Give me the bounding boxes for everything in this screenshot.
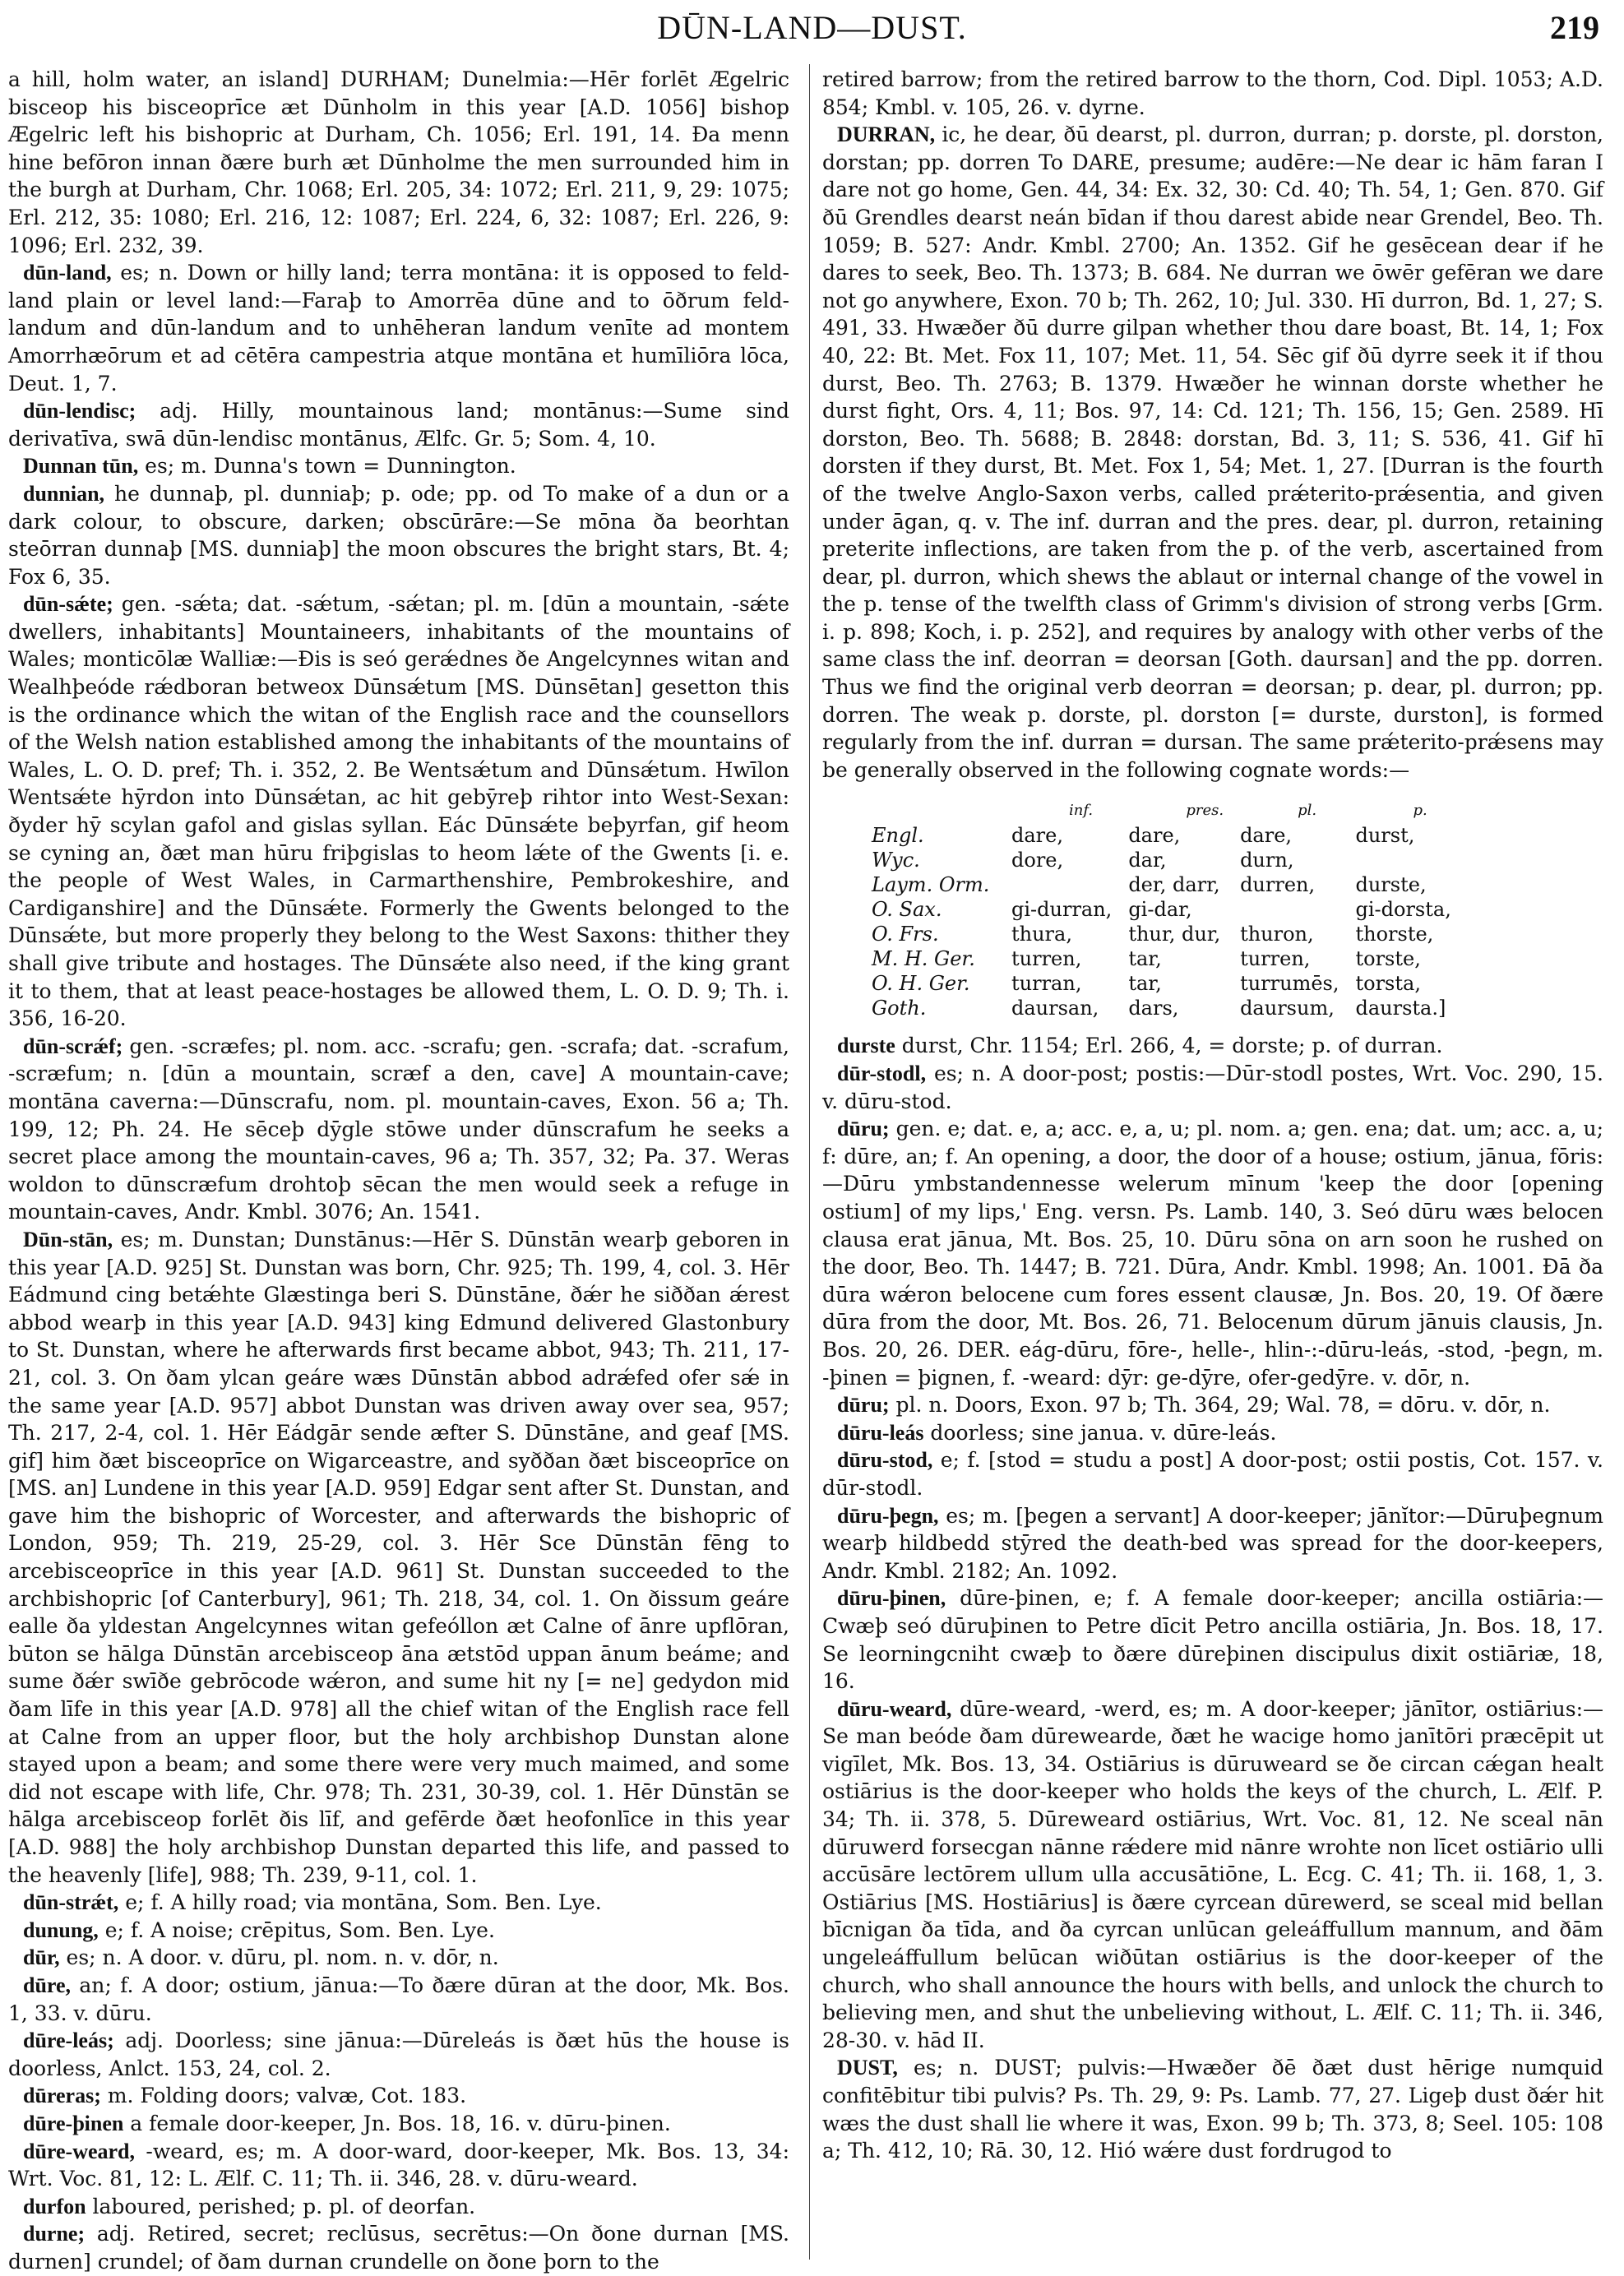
headword: dūn-sǽte; [23, 592, 113, 617]
running-head: DŪN-LAND—DUST. [657, 9, 967, 46]
dictionary-entry [822, 1391, 1603, 1419]
entry-body: an; f. A door; ostium, jānua:—To ðære dūran at the door, Mk. Bos. 1, 33. v. dūru. [8, 1973, 789, 2025]
entry-body: e; f. [stod = studu a post] A door-post; ostii postis, Cot. 157. v. dūr-stodl. [822, 1448, 1603, 1500]
dictionary-entry [8, 1226, 789, 1889]
dictionary-entry [8, 452, 789, 480]
dictionary-entry [822, 1695, 1603, 2055]
headword: dūn-lendisc; [23, 399, 136, 423]
form-cell: gi-durran, [1011, 898, 1113, 922]
table-row [872, 872, 1468, 897]
entry-body: durst, Chr. 1154; Erl. 266, 4, = dorste; p. of durran. [901, 1034, 1443, 1058]
dictionary-entry [8, 1972, 789, 2027]
headword: dūru; [837, 1117, 890, 1141]
dictionary-entry [8, 1944, 789, 1972]
headword: dūre-weard, [23, 2139, 136, 2163]
headword: dūre-þinen [23, 2111, 124, 2135]
headword: dūre-leás; [23, 2029, 114, 2053]
entry-body: es; m. Dunstan; Dunstānus:—Hēr S. Dūnstān wearþ geboren in this year [A.D. 925] St. Dunstan was born, Chr. 925; Th. 199, 4, col. 3. Hēr Eádmund cing betǽhte Glæstinga beri S. Dūnstāne, ðǽr he siððan ǽrest abbod wearþ in this year [A.D. 943] king Edmund delivered Glastonbury to St. Dunstan, where he afterwards first became abbot, 943; Th. 211, 17-21, col. 3. On ðam ylcan geáre wæs Dūnstān abbod adrǽfed ofer sǽ in the same year [A.D. 957] abbot Dunstan was driven away over sea, 957; Th. 217, 2-4, col. 1. Hēr Eádgār sende æfter S. Dūnstāne, and geaf [MS. gif] him ðæt bisceoprīce on Wigarceastre, and syððan ðæt bisceoprīce on [MS. an] Lundene in this year [A.D. 959] Edgar sent after St. Dunstan, and gave him the bishopric of Worcester, and afterwards the bishopric of London, 959; Th. 219, 25-29, col. 3. Hēr Sce Dūnstān fēng to arcebisceoprīce in this year [A.D. 961] St. Dunstan succeeded to the archbishopric [of Canterbury], 961; Th. 218, 34, col. 1. On ðissum geáre ealle ða yldestan Angelcynnes witan gefeóllon æt Calne of ānre upflōran, būton se hālga Dūnstān arcebisceop āna ætstōd uppan ānum beáme; and sume ðǽr swīðe gebrōcode wǽron, and sume hit ny [= ne] gedydon mid ðam līfe in this year [A.D. 978] all the chief witan of the English race fell at Calne from an upper floor, but the holy archbishop Dunstan alone stayed upon a beam; and some there were very much maimed, and some did not escape with life, Chr. 978; Th. 231, 30-39, col. 1. Hēr Dūnstān se hālga arcebisceop forlēt ðis līf, and gefērde ðæt heofonlīce in this year [A.D. 988] the holy archbishop Dunstan departed this life, and passed to the heavenly [life], 988; Th. 239, 9-11, col. 1. [8, 1227, 789, 1887]
form-cell: dare, [1240, 824, 1293, 848]
language-cell: O. Sax. [872, 898, 942, 922]
headword: durfon [23, 2194, 86, 2218]
headword: dūru-stod, [837, 1448, 933, 1473]
language-cell: O. Frs. [872, 923, 939, 946]
dictionary-entry [822, 1032, 1603, 1060]
headword: DURRAN, [837, 123, 936, 147]
dictionary-entry [8, 2220, 789, 2275]
language-cell: O. H. Ger. [872, 972, 970, 996]
entry-body: dūre-weard, -werd, es; m. A door-keeper; jānītor, ostiārius:—Se man beóde ðam dūrewearde, ðæt he wacige homo janītōri præcēpit ut vigīlet, Mk. Bos. 13, 34. Ostiārius is dūruweard se ðe circan cǽgan healt ostiārius is the door-keeper who holds the keys of the church, L. Ælf. P. 34; Th. ii. 378, 5. Dūreweard ostiārius, Wrt. Voc. 81, 12. Ne sceal nān dūruwerd forsecgan nānne rǽdere mid nānre wrohte non līcet ostiārio ulli accūsāre lectōrem ullum ulla accusātiōne, L. Ecg. C. 41; Th. ii. 168, 1, 3. Ostiārius [MS. Hostiārius] is ðære cyrcean dūrewerd, se sceal mid bellan bīcnigan ða tīda, and ða cyrcan unlūcan geleáffullum mannum, and ðām ungeleáffullum belūcan wiðūtan ostiārius is the door-keeper of the church, who shall announce the hours with bells, and unlock the church to believing men, and shut the unbelieving without, L. Ælf. C. 11; Th. ii. 346, 28-30. v. hād II. [822, 1696, 1603, 2052]
headword: dunung, [23, 1917, 99, 1942]
dictionary-entry [8, 1917, 789, 1945]
entry-body: adj. Hilly, mountainous land; montānus:—Sume sind derivatīva, swā dūn-lendisc montānus, Ælfc. Gr. 5; Som. 4, 10. [8, 399, 789, 451]
dictionary-entry [822, 1419, 1603, 1447]
dictionary-entry [822, 1584, 1603, 1695]
form-cell: tar, [1128, 972, 1162, 996]
form-cell [1355, 848, 1467, 872]
form-cell: dare, [1128, 824, 1181, 848]
page-number: 219 [1550, 9, 1599, 46]
headword: dūn-strǽt, [23, 1890, 119, 1915]
cognate-table [872, 798, 1468, 1020]
column-header [872, 798, 1011, 823]
dictionary-entry [822, 1115, 1603, 1391]
column-header: pl. [1298, 802, 1317, 820]
form-cell: daursta.] [1355, 997, 1446, 1020]
entry-body: e; f. A noise; crēpitus, Som. Ben. Lye. [104, 1917, 495, 1942]
form-cell: durst, [1355, 824, 1415, 848]
dictionary-entry [8, 1033, 789, 1226]
headword: Dūn-stān, [23, 1227, 113, 1251]
table-row [872, 971, 1468, 996]
headword: dūru-þegn, [837, 1503, 939, 1528]
table-row [872, 922, 1468, 946]
headword: DUST, [837, 2056, 898, 2080]
entry-body: es; n. DUST; pulvis:—Hwæðer ðē ðæt dust hērige numquid confitēbitur tibi pulvis? Ps. Th. 29, 9: Ps. Lamb. 77, 27. Ligeþ dust ðǽr hit wæs the dust shall lie where it was, Exon. 99 b; Th. 373, 8; Seel. 105: 108 a; Th. 412, 10; Rā. 30, 12. Hió wǽre dust fordrugod to [822, 2056, 1603, 2163]
table-row [872, 823, 1468, 848]
language-cell: Goth. [872, 997, 927, 1020]
column-header: pres. [1186, 802, 1224, 820]
entry-body: es; n. A door-post; postis:—Dūr-stodl postes, Wrt. Voc. 290, 15. v. dūru-stod. [822, 1062, 1603, 1113]
form-cell: turren, [1011, 947, 1082, 971]
entry-body: adj. Retired, secret; reclūsus, secrētus:—On ðone durnan [MS. durnen] crundel; of ðam durnan crundelle on ðone þorn to the [8, 2222, 789, 2274]
language-cell: Laym. Orm. [872, 873, 990, 897]
headword: dūr-stodl, [837, 1062, 927, 1086]
headword: dūn-scrǽf; [23, 1034, 123, 1058]
table-row [872, 897, 1468, 922]
dictionary-entry [8, 590, 789, 1033]
dictionary-entry [8, 2027, 789, 2082]
continued-entry: retired barrow; from the retired barrow to the thorn, Cod. Dipl. 1053; A.D. 854; Kmbl. v. 105, 26. v. dyrne. [822, 67, 1603, 119]
entry-body: a female door-keeper, Jn. Bos. 18, 16. v. dūru-þinen. [130, 2111, 671, 2135]
form-cell: thura, [1011, 923, 1072, 946]
headword: dunnian, [23, 481, 105, 506]
dictionary-entry [822, 1060, 1603, 1115]
entry-body: m. Folding doors; valvæ, Cot. 183. [107, 2084, 467, 2108]
headword: dūn-land, [23, 261, 112, 285]
dictionary-entry [822, 121, 1603, 784]
column-rule [809, 64, 810, 2260]
dictionary-entry [822, 1502, 1603, 1585]
entry-body: dūre-þinen, e; f. A female door-keeper; ancilla ostiāria:—Cwæþ seó dūruþinen to Petre dīcit Petro ancilla ostiāria, Jn. Bos. 18, 17. Se leorningcniht cwæþ to ðære dūreþinen discipulus dixit ostiāriæ, 18, 16. [822, 1586, 1603, 1694]
form-cell [1240, 897, 1355, 922]
entry-body: adj. Doorless; sine jānua:—Dūreleás is ðæt hūs the house is doorless, Anlct. 153, 24, col. 2. [8, 2029, 789, 2080]
dictionary-entry [822, 1446, 1603, 1501]
headword: dūru-þinen, [837, 1586, 946, 1611]
entry-body: es; m. Dunna's town = Dunnington. [145, 454, 516, 479]
language-cell: Engl. [872, 824, 924, 848]
table-row [872, 946, 1468, 971]
form-cell: dar, [1128, 849, 1167, 872]
headword: durste [837, 1034, 895, 1058]
headword: dūreras; [23, 2084, 101, 2108]
headword: Dunnan tūn, [23, 454, 139, 479]
column-header: inf. [1069, 802, 1094, 820]
headword: durne; [23, 2222, 86, 2246]
form-cell: torsta, [1355, 972, 1421, 996]
form-cell: turrumēs, [1240, 972, 1339, 996]
dictionary-entry [8, 480, 789, 590]
headword: dūre, [23, 1973, 72, 1997]
form-cell: der, darr, [1128, 873, 1220, 897]
entry-body: pl. n. Doors, Exon. 97 b; Th. 364, 29; Wal. 78, = dōru. v. dōr, n. [895, 1393, 1551, 1418]
headword: dūr, [23, 1945, 60, 1970]
form-cell: durste, [1355, 873, 1427, 897]
language-cell: M. H. Ger. [872, 947, 975, 971]
dictionary-entry [8, 397, 789, 452]
entry-body: es; n. Down or hilly land; terra montāna: it is opposed to feld-land plain or level land:—Faraþ to Amorrēa dūne and to ōðrum feld-landum and dūn-landum and to unhēheran landum venīte ad montem Amorrhæōrum et ad cētēra campestria atque montāna et humīliōra lōca, Deut. 1, 7. [8, 261, 789, 396]
page-header [0, 8, 1624, 58]
form-cell: daursan, [1011, 997, 1099, 1020]
form-cell: gi-dorsta, [1355, 898, 1451, 922]
form-cell: daursum, [1240, 997, 1335, 1020]
table-row [872, 996, 1468, 1020]
entry-body: es; m. [þegen a servant] A door-keeper; jānĭtor:—Dūruþegnum wearþ hildbedd stȳred the death-bed was spread for the door-keepers, Andr. Kmbl. 2182; An. 1092. [822, 1503, 1603, 1583]
left-column [8, 66, 790, 2274]
form-cell: thur, dur, [1128, 923, 1221, 946]
entry-body: gen. e; dat. e, a; acc. e, a, u; pl. nom. a; gen. ena; dat. um; acc. a, u; f: dūre, an; f. An opening, a door, the door of a house; ostium, jānua, fōris:—Dūru ymbstandennesse welerum mīnum 'keep the door [opening ostium] of my lips,' Eng. versn. Ps. Lamb. 140, 3. Seó dūru wæs belocen clausa erat jānua, Mt. Bos. 25, 10. Dūru sōna on arn soon he rushed on the door, Beo. Th. 1447; B. 721. Dūra, Andr. Kmbl. 1998; An. 1001. Ðā ða dūra wǽron belocene cum fores essent clausæ, Jn. Bos. 20, 19. Of ðære dūra from the door, Mt. Bos. 26, 71. Belocenum dūrum jānuis clausis, Jn. Bos. 20, 26. DER. eág-dūru, fōre-, helle-, hlin-:-dūru-leás, -stod, -þegn, m. -þinen = þignen, f. -weard: dȳr: ge-dȳre, ofer-gedȳre. v. dōr, n. [822, 1117, 1603, 1390]
form-cell: thuron, [1240, 923, 1314, 946]
dictionary-entry [8, 2193, 789, 2221]
entry-body: ic, he dear, ðū dearst, pl. durron, durran; p. dorste, pl. dorston, dorstan; pp. dorren To DARE, presume; audēre:—Ne dear ic hām faran I dare not go home, Gen. 44, 34: Ex. 32, 30: Cd. 40; Th. 54, 1; Gen. 870. Gif ðū Grendles dearst neán bīdan if thou darest abide near Grendel, Beo. Th. 1059; B. 527: Andr. Kmbl. 2700; An. 1352. Gif he gesēcean dear if he dares to seek, Beo. Th. 1373; B. 684. Ne durran we ōwēr gefēran we dare not go anywhere, Exon. 70 b; Th. 262, 10; Jul. 330. Hī durron, Bd. 1, 27; S. 491, 33. Hwæðer ðū durre gilpan whether thou dare boast, Bt. 14, 1; Fox 40, 22: Bt. Met. Fox 11, 107; Met. 11, 54. Sēc gif ðū dyrre seek it if thou durst, Beo. Th. 2763; B. 1379. Hwæðer he winnan dorste whether he durst fight, Ors. 4, 11; Bos. 97, 14: Cd. 121; Th. 156, 15; Gen. 2589. Hī dorston, Beo. Th. 5688; B. 2848: dorstan, Bd. 3, 11; S. 536, 41. Gif hī dorsten if they durst, Bt. Met. Fox 1, 54; Met. 1, 27. [Durran is the fourth of the twelve Anglo-Saxon verbs, called prǽterito-prǽsentia, and given under āgan, q. v. The inf. durran and the pres. dear, pl. durron, retaining preterite inflections, are taken from the p. of the verb, ascertained from dear, pl. durron, which shews the ablaut or internal change of the vowel in the p. tense of the twelfth class of Grimm's division of strong verbs [Grm. i. p. 898; Koch, i. p. 252], and requires by analogy with other verbs of the same class the inf. deorran = deorsan [Goth. daursan] and the pp. dorren. Thus we find the original verb deorran = deorsan; p. dear, pl. durron; pp. dorren. The weak p. dorste, pl. dorston [= durste, durston], is formed regularly from the inf. durran = dursan. The same prǽterito-prǽsens may be generally observed in the following cognate words:— [822, 123, 1603, 782]
dictionary-entry [8, 2138, 789, 2193]
headword: dūru; [837, 1393, 890, 1418]
table-row [872, 848, 1468, 872]
form-cell: dare, [1011, 824, 1063, 848]
form-cell: torste, [1355, 947, 1421, 971]
form-cell: gi-dar, [1128, 898, 1192, 922]
dictionary-entry [8, 2082, 789, 2110]
form-cell: thorste, [1355, 923, 1434, 946]
entry-body: laboured, perished; p. pl. of deorfan. [92, 2194, 476, 2218]
headword: dūru-leás [837, 1420, 924, 1445]
entry-body: es; n. A door. v. dūru, pl. nom. n. v. dōr, n. [66, 1945, 499, 1970]
cognate-table-header [872, 798, 1468, 823]
form-cell: turran, [1011, 972, 1082, 996]
continued-entry: a hill, holm water, an island] DURHAM; Dunelmia:—Hēr forlēt Ægelric bisceop his bisceoprīce æt Dūnholm in this year [A.D. 1056] bishop Ægelric left his bishopric at Durham, Ch. 1056; Erl. 191, 14. Ða menn hine befōron innan ðære burh æt Dūnholme the men surrounded him in the burgh at Durham, Chr. 1068; Erl. 205, 34: 1072; Erl. 211, 9, 29: 1075; Erl. 212, 35: 1080; Erl. 216, 12: 1087; Erl. 224, 6, 32: 1087; Erl. 226, 9: 1096; Erl. 232, 39. [8, 67, 789, 257]
form-cell: tar, [1128, 947, 1162, 971]
headword: dūru-weard, [837, 1696, 952, 1721]
dictionary-entry [822, 2054, 1603, 2164]
entry-body: gen. -sǽta; dat. -sǽtum, -sǽtan; pl. m. [dūn a mountain, -sǽte dwellers, inhabitants] Mountaineers, inhabitants of the mountains of Wales; monticōlæ Walliæ:—Ðis is seó gerǽdnes ðe Angelcynnes witan and Wealhþeóde rǽdboran betweox Dūnsǽtum [MS. Dūnsētan] gesetton this is the ordinance which the witan of the English race and the counsellors of the Welsh nation established among the inhabitants of the mountains of Wales, L. O. D. pref; Th. i. 352, 2. Be Wentsǽtum and Dūnsǽtum. Hwīlon Wentsǽte hȳrdon into Dūnsǽtan, ac hit gebȳreþ rihtor into West-Sexan: ðyder hȳ scylan gafol and gislas syllan. Eác Dūnsǽte beþyrfan, gif heom se cyning an, ðæt man hūru friþgislas to heom lǽte of the Gwents [i. e. the people of West Wales, in Carmarthenshire, Pembrokeshire, and Cardiganshire] and the Dūnsǽte. Formerly the Gwents belonged to the Dūnsǽte, but more properly they belong to the West Saxons: thither they shall give tribute and hostages. The Dūnsǽte also need, if the king grant it to them, that at least peace-hostages be allowed them, L. O. D. 9; Th. i. 356, 16-20. [8, 592, 789, 1031]
form-cell: durn, [1240, 849, 1294, 872]
form-cell [1011, 872, 1128, 897]
right-column [822, 66, 1603, 2261]
dictionary-entry [8, 1889, 789, 1917]
entry-body: -weard, es; m. A door-ward, door-keeper, Mk. Bos. 13, 34: Wrt. Voc. 81, 12: L. Ælf. C. 11; Th. ii. 346, 28. v. dūru-weard. [8, 2139, 789, 2191]
form-cell: durren, [1240, 873, 1316, 897]
form-cell: dore, [1011, 849, 1064, 872]
entry-body: he dunnaþ, pl. dunniaþ; p. ode; pp. od To make of a dun or a dark colour, to obscure, darken; obscūrāre:—Se mōna ða beorhtan steōrran dunnaþ [MS. dunniaþ] the moon obscures the bright stars, Bt. 4; Fox 6, 35. [8, 481, 789, 589]
entry-body: gen. -scræfes; pl. nom. acc. -scrafu; gen. -scrafa; dat. -scrafum, -scræfum; n. [dūn a mountain, scræf a den, cave] A mountain-cave; montāna caverna:—Dūnscrafu, nom. pl. mountain-caves, Exon. 56 a; Th. 199, 12; Ph. 24. He sēceþ dȳgle stōwe under dūnscrafum he seeks a secret place among the mountain-caves, 96 a; Th. 357, 32; Pa. 37. Weras woldon to dūnscræfum drohtoþ sēcan the men would seek a refuge in mountain-caves, Andr. Kmbl. 3076; An. 1541. [8, 1034, 790, 1224]
dictionary-entry [8, 259, 789, 397]
form-cell: turren, [1240, 947, 1311, 971]
language-cell: Wyc. [872, 849, 920, 872]
entry-body: doorless; sine janua. v. dūre-leás. [930, 1420, 1277, 1445]
entry-body: e; f. A hilly road; via montāna, Som. Ben. Lye. [125, 1890, 602, 1915]
form-cell: dars, [1128, 997, 1179, 1020]
column-header: p. [1413, 802, 1427, 820]
dictionary-entry [8, 2110, 789, 2138]
